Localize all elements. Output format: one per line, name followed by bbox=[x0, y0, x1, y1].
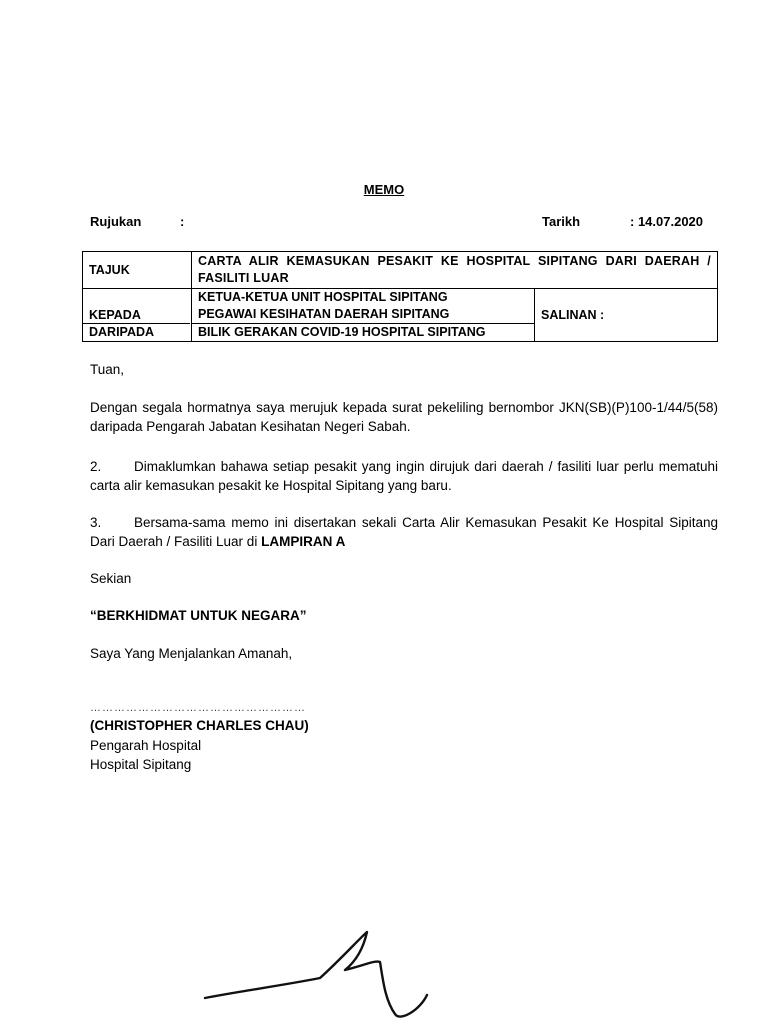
kepada-label: KEPADA bbox=[83, 289, 192, 342]
rujukan-colon: : bbox=[180, 214, 185, 229]
table-row-tajuk bbox=[83, 252, 718, 289]
memo-title: MEMO bbox=[363, 182, 405, 197]
signatory-name: (CHRISTOPHER CHARLES CHAU) bbox=[90, 718, 309, 733]
daripada-label: DARIPADA bbox=[83, 323, 190, 340]
signature-dots: ……………………………………………… bbox=[90, 702, 306, 714]
tarikh-value: : 14.07.2020 bbox=[630, 214, 704, 229]
lampiran-reference: LAMPIRAN A bbox=[261, 534, 346, 549]
paragraph-2 bbox=[90, 457, 718, 495]
tarikh-label: Tarikh bbox=[542, 214, 581, 229]
signatory-position: Pengarah Hospital bbox=[90, 738, 202, 753]
paragraph-3 bbox=[90, 513, 718, 551]
table-row-kepada bbox=[83, 289, 718, 324]
kepada-line-1: KETUA-KETUA UNIT HOSPITAL SIPITANG bbox=[198, 290, 448, 304]
signatory-organization: Hospital Sipitang bbox=[90, 757, 192, 772]
salutation: Tuan, bbox=[90, 362, 125, 377]
daripada-value: BILIK GERAKAN COVID-19 HOSPITAL SIPITANG bbox=[192, 324, 535, 342]
salinan-label: SALINAN : bbox=[535, 289, 718, 342]
handwritten-signature bbox=[195, 930, 465, 1024]
trust-line: Saya Yang Menjalankan Amanah, bbox=[90, 646, 293, 661]
paragraph-3-number: 3. bbox=[90, 515, 102, 530]
rujukan-label: Rujukan bbox=[90, 214, 142, 229]
kepada-line-2: PEGAWAI KESIHATAN DAERAH SIPITANG bbox=[198, 307, 450, 321]
paragraph-1: Dengan segala hormatnya saya merujuk kepada surat pekeliling bernombor JKN(SB)(P)100-1/44/5(58) daripada Pengarah Jabatan Kesihatan Negeri Sabah. bbox=[90, 400, 718, 434]
motto: “BERKHIDMAT UNTUK NEGARA” bbox=[90, 608, 307, 623]
paragraph-3-text: Bersama-sama memo ini disertakan sekali Carta Alir Kemasukan Pesakit Ke Hospital Sipitang Dari Daerah / Fasiliti Luar di bbox=[90, 515, 718, 549]
paragraph-2-number: 2. bbox=[90, 459, 102, 474]
tajuk-label: TAJUK bbox=[83, 252, 192, 289]
tajuk-value: CARTA ALIR KEMASUKAN PESAKIT KE HOSPITAL SIPITANG DARI DAERAH / FASILITI LUAR bbox=[192, 252, 718, 289]
closing: Sekian bbox=[90, 571, 132, 586]
paragraph-2-text: Dimaklumkan bahawa setiap pesakit yang ingin dirujuk dari daerah / fasiliti luar perlu mematuhi carta alir kemasukan pesakit ke Hospital Sipitang yang baru. bbox=[90, 459, 718, 493]
kepada-recipients bbox=[192, 289, 535, 324]
